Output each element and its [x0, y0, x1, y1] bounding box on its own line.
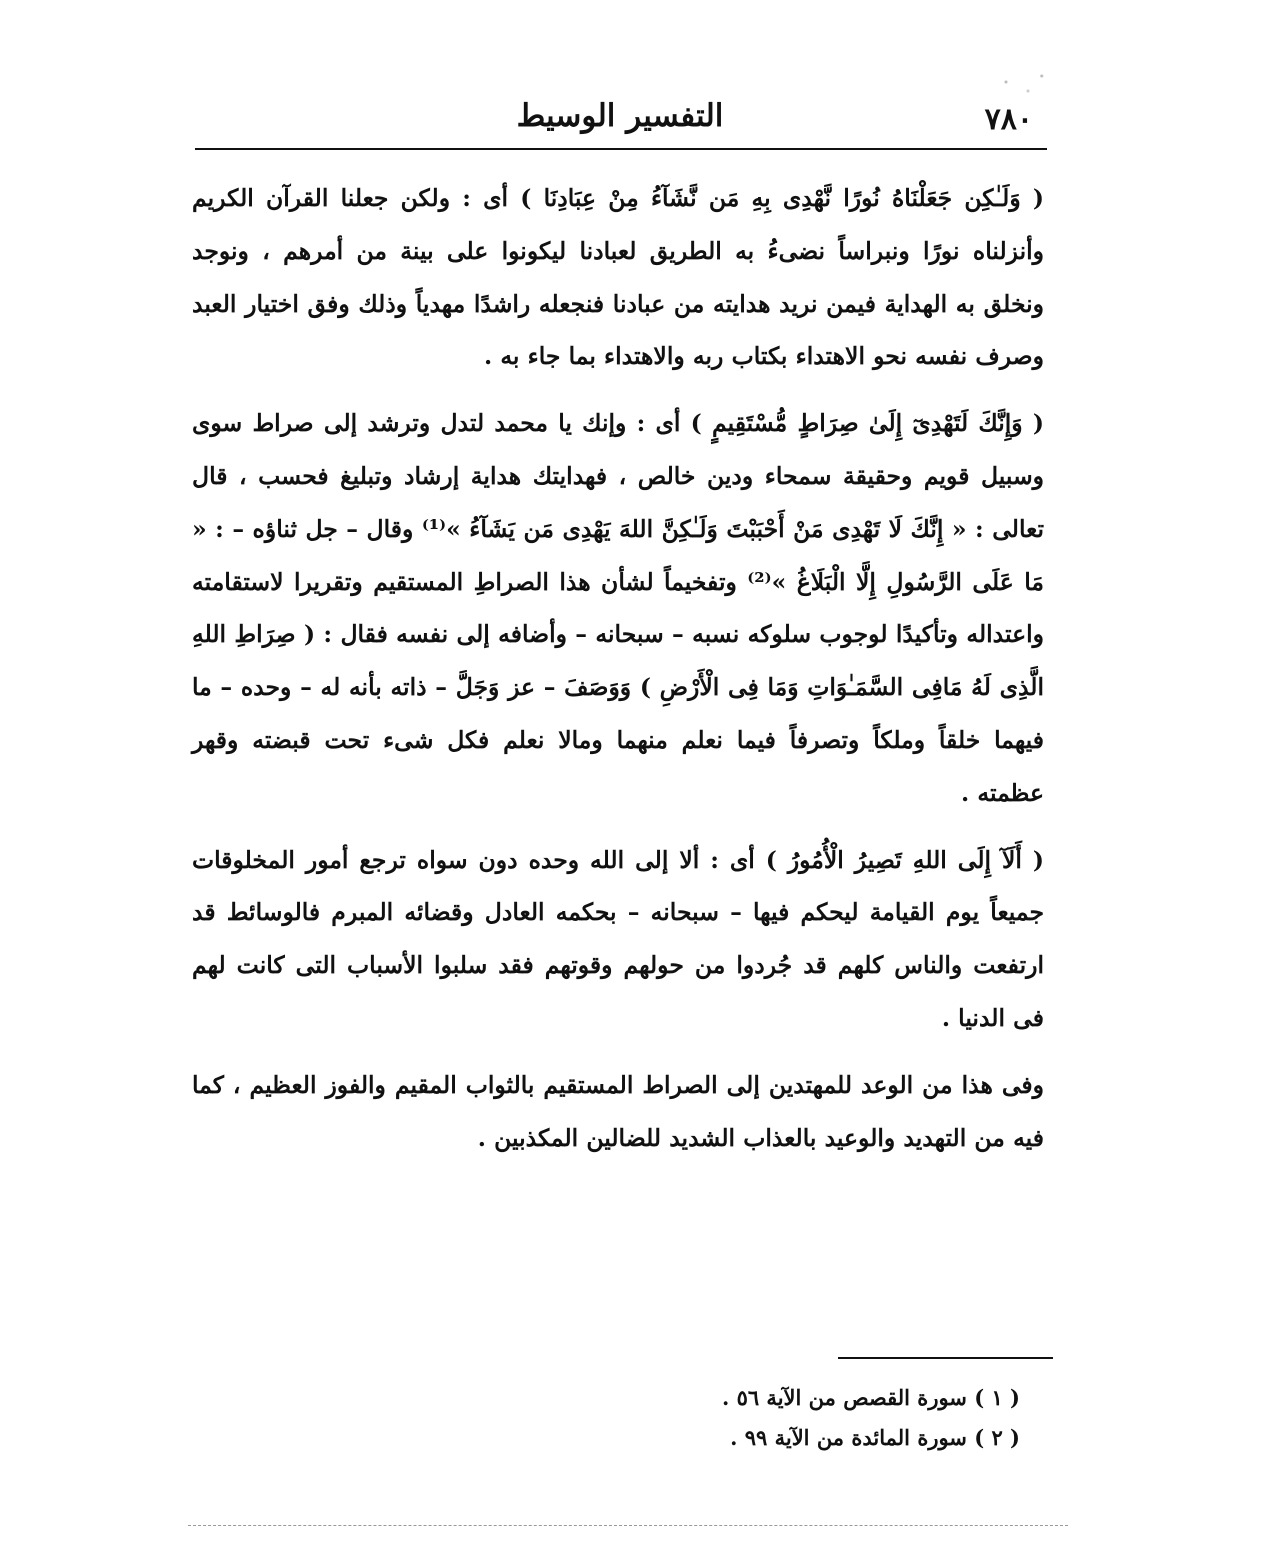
paragraph-3: ( أَلَآ إِلَى اللهِ تَصِيرُ الْأُمُورُ ) أى : ألا إلى الله وحده دون سواه ترجع أمور المخلوقات جميعاً يوم القيامة ليحكم فيها – سبحانه – بحكمه العادل وقضائه المبرم فالوسائط قد ارتفعت والناس كلهم قد جُردوا من حولهم وقوتهم فقد سلبوا الأسباب التى كانت لهم فى الدنيا .: [192, 845, 1044, 1032]
running-title: التفسير الوسيط: [516, 98, 724, 134]
header-divider: [195, 148, 1047, 150]
paragraph-1: ( وَلَـٰكِن جَعَلْنَاهُ نُورًا نَّهْدِى بِهِ مَن نَّشَآءُ مِنْ عِبَادِنَا ) أى : ولكن جعلنا القرآن الكريم وأنزلناه نورًا ونبراساً نضىءُ به الطريق لعبادنا ليكونوا على بينة من أمرهم ، ونوجد ونخلق به الهداية فيمن نريد هدايته من عبادنا فنجعله راشدًا مهدياً وذلك وفق اختيار العبد وصرف نفسه نحو الاهتداء بكتاب ربه والاهتداء بما جاء به .: [192, 184, 1044, 371]
paragraph-2: ( وَإِنَّكَ لَتَهْدِىٓ إِلَىٰ صِرَاطٍ مُّسْتَقِيمٍ ) أى : وإنك يا محمد لتدل وترشد إلى صراط سوى وسبيل قويم وحقيقة سمحاء ودين خالص ، فهدايتك هداية إرشاد وتبليغ فحسب ، قال تعالى : « إِنَّكَ لَا تَهْدِى مَنْ أَحْبَبْتَ وَلَـٰكِنَّ اللهَ يَهْدِى مَن يَشَآءُ »⁽¹⁾ وقال – جل ثناؤه – : « مَا عَلَى الرَّسُولِ إِلَّا الْبَلَاغُ »⁽²⁾ وتفخيماً لشأن هذا الصراطِ المستقيم وتقريرا لاستقامته واعتداله وتأكيدًا لوجوب سلوكه نسبه – سبحانه – وأضافه إلى نفسه فقال : ( صِرَاطِ اللهِ الَّذِى لَهُ مَافِى السَّمَـٰوَاتِ وَمَا فِى الْأَرْضِ ) وَوَصَفَ – عز وَجَلَّ – ذاته بأنه له – وحده – ما فيهما خلقاً وملكاً وتصرفاً فيما نعلم منهما ومالا نعلم فكل شىء تحت قبضته وقهر عظمته .: [192, 409, 1045, 807]
footnotes: [500, 1378, 1020, 1458]
body-text: [192, 172, 1044, 1164]
footnote-1: ( ١ ) سورة القصص من الآية ٥٦ .: [721, 1385, 1020, 1410]
footnote-divider: [838, 1357, 1053, 1359]
bottom-edge-line: [188, 1525, 1068, 1526]
page-number: ٧٨٠: [984, 102, 1033, 137]
paragraph-4: وفى هذا من الوعد للمهتدين إلى الصراط المستقيم بالثواب المقيم والفوز العظيم ، كما فيه من التهديد والوعيد بالعذاب الشديد للضالين المكذبين .: [192, 1070, 1044, 1152]
footnote-2: ( ٢ ) سورة المائدة من الآية ٩٩ .: [730, 1425, 1020, 1450]
page-header: [195, 96, 1045, 146]
